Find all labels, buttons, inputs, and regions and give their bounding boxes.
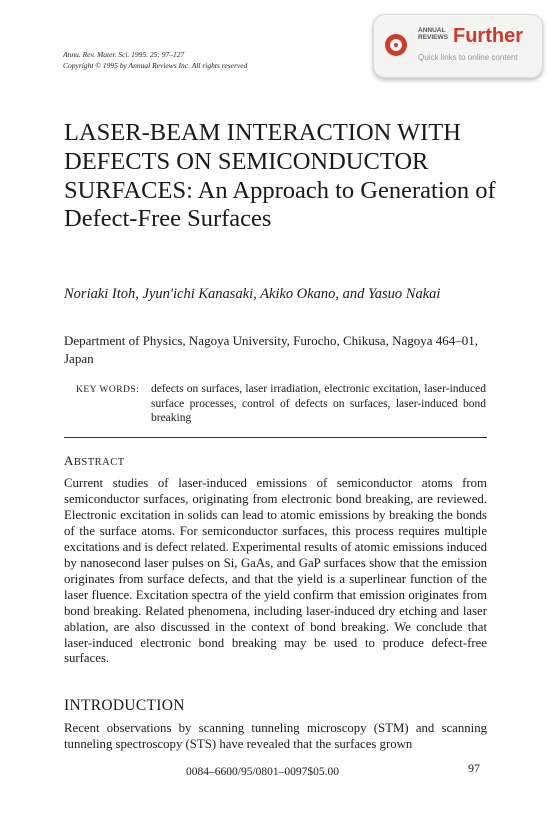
section-divider — [64, 437, 487, 438]
banner-tagline: Quick links to online content — [418, 53, 518, 62]
page-number: 97 — [468, 761, 480, 775]
abstract-heading-rest: BSTRACT — [73, 457, 125, 468]
annual-reviews-logo-icon — [385, 34, 407, 56]
article-affiliation: Department of Physics, Nagoya University, Furocho, Chikusa, Nagoya 464–01, Japan — [64, 333, 479, 366]
abstract-heading — [64, 453, 125, 469]
further-reviews-banner[interactable] — [373, 14, 543, 78]
article-title: LASER-BEAM INTERACTION WITH DEFECTS ON SEMICONDUCTOR SURFACES: An Approach to Generation of Defect-Free Surfaces — [64, 119, 496, 233]
journal-citation-block — [63, 49, 343, 71]
journal-citation: Annu. Rev. Mater. Sci. 1995. 25: 97–127 — [63, 50, 185, 59]
keywords-text: defects on surfaces, laser irradiation, electronic excitation, laser-induced surface processes, control of defects on surfaces, laser-induced bond breaking — [151, 383, 486, 424]
banner-org: ANNUAL REVIEWS — [418, 27, 448, 41]
article-authors: Noriaki Itoh, Jyun'ichi Kanasaki, Akiko Okano, and Yasuo Nakai — [64, 286, 441, 302]
banner-brand: Further — [453, 25, 523, 47]
footer-code: 0084–6600/95/0801–0097$05.00 — [186, 766, 340, 778]
abstract-heading-initial: A — [64, 453, 74, 468]
keywords-label: KEY WORDS: — [76, 385, 140, 395]
copyright-line: Copyright © 1995 by Annual Reviews Inc. All rights reserved — [63, 61, 248, 70]
abstract-text: Current studies of laser-induced emissions of semiconductor atoms from semiconductor surfaces, originating from electronic bond breaking, are reviewed. Electronic excitation in solids can lead to atomic emissions by breaking the bonds of the surface atoms. For semiconductor surfaces, this process requires multiple excitations and is defect related. Experimental results of atomic emissions induced by nanosecond laser pulses on Si, GaAs, and GaP surfaces show that the emission originates from surface defects, and that the yield is a superlinear function of the laser fluence. Excitation spectra of the yield confirm that emission originates from bond breaking. Related phenomena, including laser-induced dry etching and laser ablation, are also discussed in the context of bond breaking. We conclude that laser-induced electronic bond breaking may be used to produce defect-free surfaces. — [64, 476, 487, 666]
introduction-heading: INTRODUCTION — [64, 697, 185, 714]
introduction-text: Recent observations by scanning tunneling microscopy (STM) and scanning tunneling spectroscopy (STS) have revealed that the surfaces grown — [64, 721, 487, 751]
